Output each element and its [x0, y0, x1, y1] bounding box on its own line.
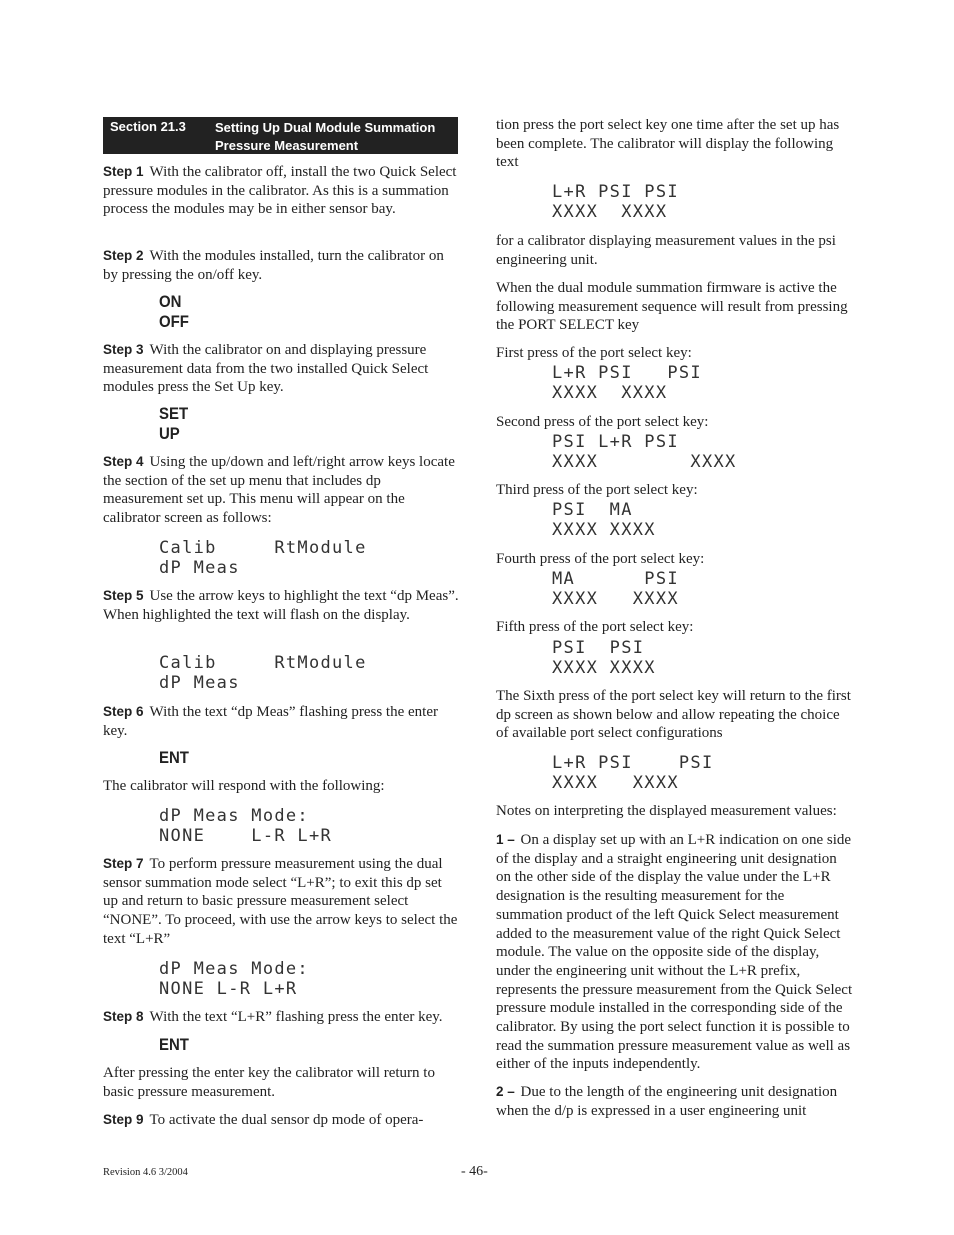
lcd-display-line: L+R PSI PSI	[552, 363, 702, 383]
lcd-display-line: NONE L-R L+R	[159, 979, 298, 999]
lcd-display-line: dP Meas Mode:	[159, 806, 309, 826]
step-9: Step 9 To activate the dual sensor dp mode of opera-	[103, 1112, 424, 1128]
step-2: Step 2 With the modules installed, turn the calibrator on by pressing the on/off key.	[103, 248, 444, 283]
key-ent: ENT	[159, 748, 189, 767]
press-caption: First press of the port select key:	[496, 345, 692, 361]
footer-revision: Revision 4.6 3/2004	[103, 1167, 188, 1178]
lcd-display-line: XXXX XXXX	[552, 383, 668, 403]
key-off: OFF	[159, 312, 189, 331]
lcd-display-line: XXXX XXXX	[552, 658, 656, 678]
lcd-display-line: L+R PSI PSI	[552, 182, 679, 202]
lcd-display-line: PSI MA	[552, 500, 633, 520]
key-set: SET	[159, 404, 189, 423]
key-ent: ENT	[159, 1035, 189, 1054]
section-number: Section 21.3	[110, 119, 186, 134]
paragraph: for a calibrator displaying measurement values in the psi engineering unit.	[496, 233, 836, 268]
lcd-display-line: MA PSI	[552, 569, 679, 589]
lcd-display-line: XXXX XXXX	[552, 589, 679, 609]
step-6: Step 6 With the text “dp Meas” flashing press the enter key.	[103, 704, 438, 739]
note-1: 1 – On a display set up with an L+R indication on one side of the display and a straight engineering unit designation on the other side of the display the value under the L+R designation is the resulting measurement for the summation product of the left Quick Select measurement added to the measurement value of the right Quick Select module. The value on the opposite side of the display, under the engineering unit without the L+R prefix, represents the pressure measurement from the Quick Select pressure module installed in the corresponding side of the calibrator. By using the port select function it is possible to read the summation pressure measurement value as well as either of the inputs independently.	[496, 832, 853, 1073]
step-7: Step 7 To perform pressure measurement using the dual sensor summation mode select “L+R”; to exit this dp set up and return to basic pressure measurement select “NONE”. To proceed, with use the arrow keys to select the text “L+R”	[103, 856, 458, 947]
paragraph: When the dual module summation firmware is active the following measurement sequence will result from pressing the PORT SELECT key	[496, 280, 848, 334]
step-4: Step 4 Using the up/down and left/right arrow keys locate the section of the set up menu that includes dp measurement set up. This menu will appear on the calibrator screen as follows:	[103, 454, 455, 527]
lcd-display-line: XXXX XXXX	[552, 773, 679, 793]
press-caption: Fifth press of the port select key:	[496, 619, 694, 635]
press-caption: Fourth press of the port select key:	[496, 551, 705, 567]
step-8: Step 8 With the text “L+R” flashing press the enter key.	[103, 1009, 443, 1025]
section-header	[103, 117, 458, 154]
lcd-display-line: dP Meas	[159, 558, 240, 578]
lcd-display-line: PSI PSI	[552, 638, 645, 658]
section-title: Setting Up Dual Module Summation Pressure Measurement	[215, 120, 436, 153]
note-2: 2 – Due to the length of the engineering unit designation when the d/p is expressed in a user engineering unit	[496, 1084, 838, 1119]
lcd-display-line: dP Meas Mode:	[159, 959, 309, 979]
lcd-display-line: Calib RtModule	[159, 653, 367, 673]
lcd-display-line: XXXX XXXX	[552, 202, 668, 222]
lcd-display-line: XXXX XXXX	[552, 520, 656, 540]
lcd-display-line: NONE L-R L+R	[159, 826, 333, 846]
after-text: After pressing the enter key the calibrator will return to basic pressure measurement.	[103, 1065, 435, 1100]
key-up: UP	[159, 424, 180, 443]
lcd-display-line: L+R PSI PSI	[552, 753, 714, 773]
key-on: ON	[159, 292, 182, 311]
paragraph: The Sixth press of the port select key will return to the first dp screen as shown below and allow repeating the choice of available port select configurations	[496, 688, 851, 742]
respond-text: The calibrator will respond with the following:	[103, 778, 385, 794]
press-caption: Second press of the port select key:	[496, 414, 709, 430]
lcd-display-line: XXXX XXXX	[552, 452, 737, 472]
lcd-display-line: Calib RtModule	[159, 538, 367, 558]
step-1: Step 1 With the calibrator off, install the two Quick Select pressure modules in the calibrator. As this is a summation process the modules may be in either sensor bay.	[103, 164, 457, 218]
page-number: - 46-	[461, 1164, 488, 1179]
continuation-text: tion press the port select key one time after the set up has been complete. The calibrator will display the following text	[496, 117, 840, 171]
step-5: Step 5 Use the arrow keys to highlight the text “dp Meas”. When highlighted the text will flash on the display.	[103, 588, 459, 623]
notes-heading: Notes on interpreting the displayed measurement values:	[496, 803, 837, 819]
lcd-display-line: PSI L+R PSI	[552, 432, 679, 452]
step-3: Step 3 With the calibrator on and displaying pressure measurement data from the two installed Quick Select modules press the Set Up key.	[103, 342, 429, 396]
press-caption: Third press of the port select key:	[496, 482, 698, 498]
lcd-display-line: dP Meas	[159, 673, 240, 693]
